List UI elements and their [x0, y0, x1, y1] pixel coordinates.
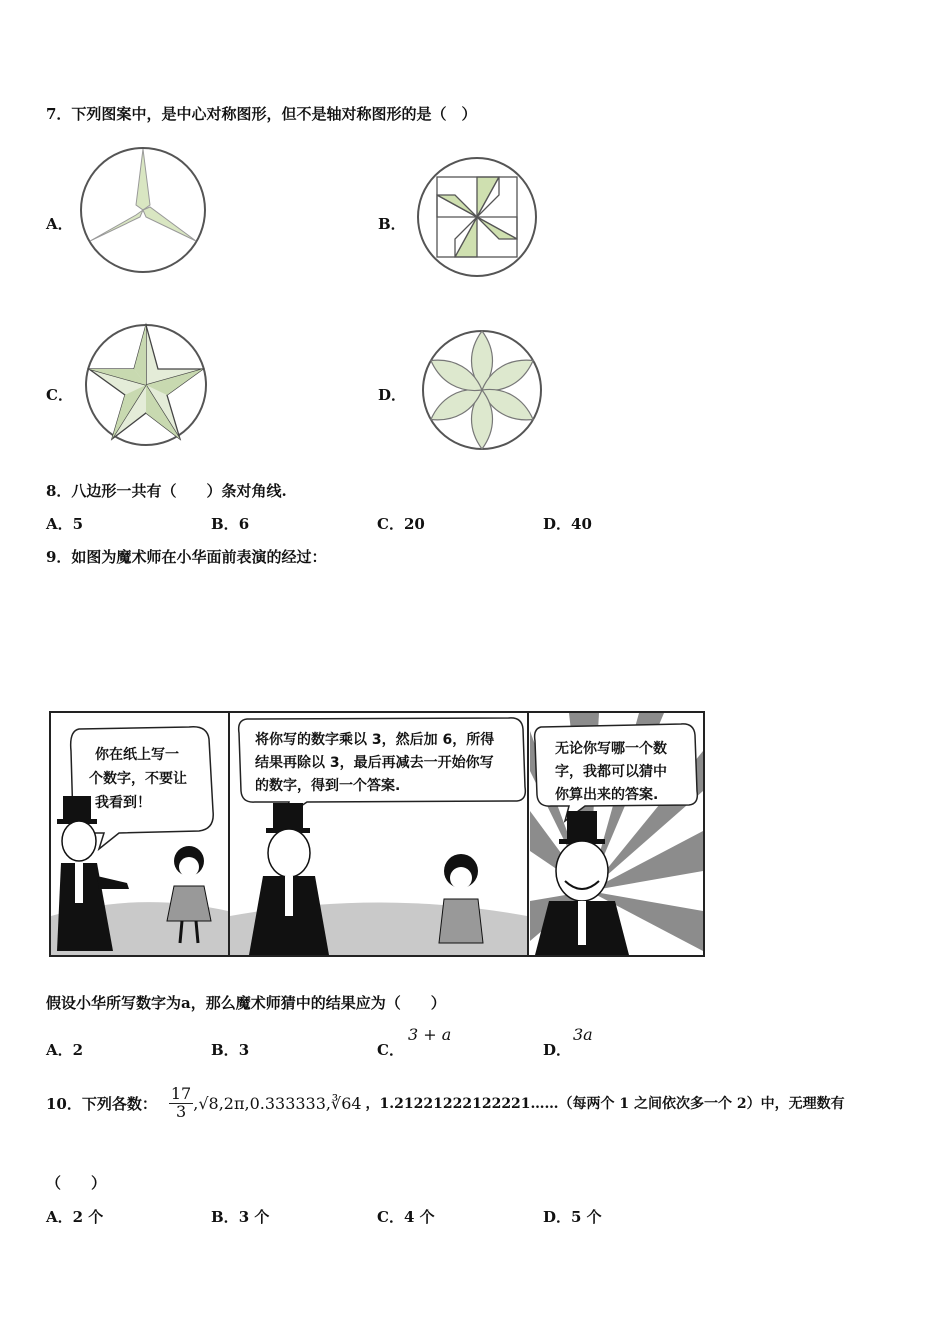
q9-option-a	[46, 1039, 83, 1060]
q8-option-a-value: 5	[72, 515, 84, 533]
comic-panel-2-line-2: 结果再除以 3，最后再减去一开始你写	[255, 755, 494, 771]
q8-option-c	[377, 513, 425, 534]
comic-panel-1-line-2: 个数字，不要让	[89, 771, 187, 787]
q10-option-b-label: B．	[211, 1208, 239, 1226]
q9-option-d-value: 3a	[573, 1025, 593, 1044]
q8-option-d-value: 40	[571, 515, 592, 533]
q10-stem	[46, 1086, 845, 1121]
q7-option-d-label: D．	[378, 386, 407, 404]
comic-panel-1-line-3: 我看到！	[95, 795, 151, 811]
q9-option-b-label: B．	[211, 1041, 239, 1059]
q8-option-a-label: A．	[46, 515, 73, 533]
q10-option-b	[211, 1206, 269, 1227]
q7-figure-a-tri-blade	[78, 145, 208, 275]
q9-stem: 9．如图为魔术师在小华面前表演的经过：	[46, 548, 327, 566]
q9-question: 假设小华所写数字为a，那么魔术师猜中的结果应为（ ）	[46, 994, 446, 1012]
q10-option-a-label: A．	[46, 1208, 73, 1226]
q10-option-d-label: D．	[543, 1208, 572, 1226]
q10-prefix: 10．下列各数：	[46, 1094, 157, 1113]
q8-option-b-label: B．	[211, 515, 239, 533]
q10-option-c-label: C．	[377, 1208, 404, 1226]
q8-option-c-value: 20	[403, 515, 425, 533]
q9-option-c-value: 3 + a	[408, 1025, 452, 1044]
q8-option-b	[211, 513, 249, 534]
comic-panel-2-line-1: 将你写的数字乘以 3，然后加 6，所得	[255, 732, 495, 748]
comic-panel-3-line-3: 你算出来的答案.	[555, 787, 659, 803]
comic-panel-2-line-3: 的数字，得到一个答案.	[255, 778, 401, 794]
q10-option-a-value: 2 个	[72, 1208, 104, 1226]
q7-figure-d-flower	[420, 328, 544, 452]
q10-option-c	[377, 1206, 435, 1227]
q7-figure-c-star	[83, 322, 209, 448]
q10-fraction-numerator: 17	[170, 1084, 192, 1103]
q7-option-a-label: A．	[46, 215, 73, 233]
q10-answer-bracket: （ ）	[46, 1174, 107, 1192]
q9-option-c-label: C．	[377, 1041, 404, 1059]
q10-option-d	[543, 1206, 602, 1227]
q8-stem: 8．八边形一共有（ ）条对角线.	[46, 482, 287, 500]
q10-option-a	[46, 1206, 103, 1227]
q9-option-a-label: A．	[46, 1041, 73, 1059]
q10-fraction	[169, 1086, 193, 1121]
q8-option-d	[543, 513, 592, 534]
q10-option-d-value: 5 个	[571, 1208, 602, 1226]
q8-option-a	[46, 513, 83, 534]
q9-option-b-value: 3	[238, 1041, 250, 1059]
q9-option-b	[211, 1039, 249, 1060]
q8-option-d-label: D．	[543, 515, 572, 533]
q9-magician-comic	[49, 711, 705, 957]
q9-option-d-label: D．	[543, 1041, 572, 1059]
q10-suffix: ，1.21221222122221……（每两个 1 之间依次多一个 2）中，无理数有	[365, 1096, 845, 1113]
q7-option-c-label: C．	[46, 386, 73, 404]
q7-option-b-label: B．	[378, 215, 406, 233]
q10-fraction-denominator: 3	[175, 1101, 187, 1121]
q10-option-b-value: 3 个	[238, 1208, 270, 1226]
q8-option-b-value: 6	[238, 515, 250, 533]
q10-option-c-value: 4 个	[403, 1208, 435, 1226]
q7-stem: 7．下列图案中，是中心对称图形，但不是轴对称图形的是（ ）	[46, 105, 477, 123]
comic-panel-1-line-1: 你在纸上写一	[95, 747, 179, 763]
q10-number-list: ,√8,2π,0.333333,∛64	[193, 1093, 362, 1113]
comic-panel-3-line-2: 字，我都可以猜中	[555, 764, 667, 780]
comic-panel-3-line-1: 无论你写哪一个数	[555, 741, 667, 757]
q8-option-c-label: C．	[377, 515, 404, 533]
q9-option-a-value: 2	[72, 1041, 84, 1059]
q7-figure-b-pinwheel	[415, 155, 539, 279]
